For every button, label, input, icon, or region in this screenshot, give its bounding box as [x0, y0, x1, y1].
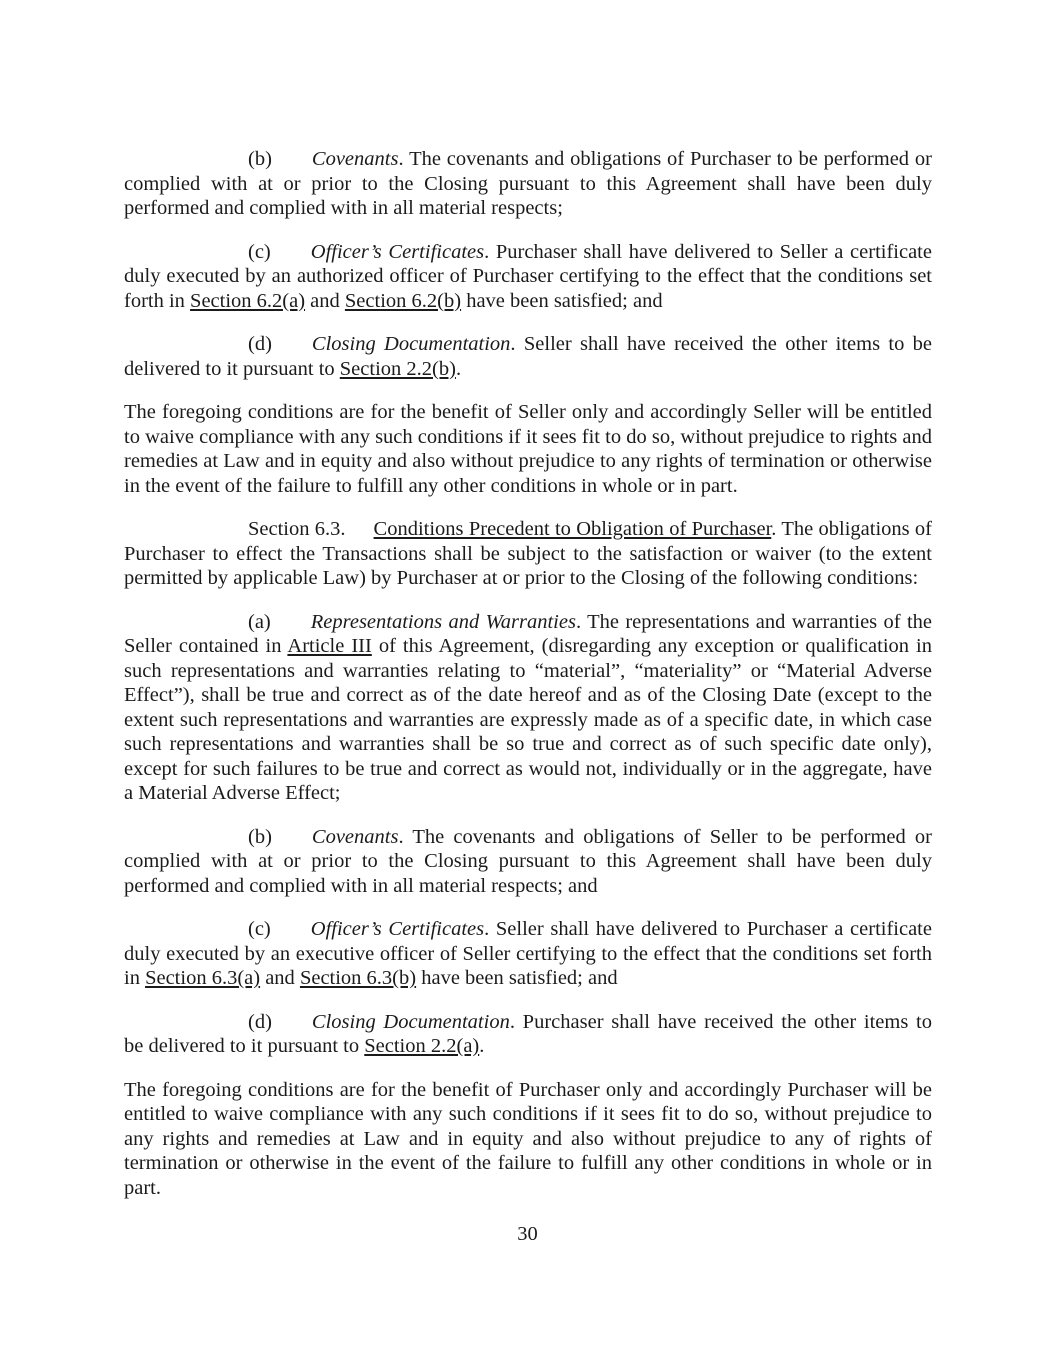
text-run: (c): [248, 918, 271, 940]
clause-title: Covenants: [311, 825, 399, 848]
text-run: (d): [248, 1010, 272, 1033]
text-run: . Purchaser shall have received the other items to be delivered to it pursuant to: [124, 1010, 933, 1057]
section-reference: Section 2.2(a): [364, 1035, 480, 1057]
clause-title: Officer’s Certificates: [310, 918, 485, 940]
tab-spacer: [346, 534, 374, 535]
text-run: and: [305, 289, 345, 312]
paragraph: [124, 147, 932, 221]
section-reference: Section 6.2(b): [344, 289, 462, 312]
paragraph: [124, 240, 932, 314]
paragraph: [124, 400, 932, 498]
text-run: (b): [248, 825, 272, 848]
paragraph: [124, 517, 932, 591]
text-run: . The covenants and obligations of Seller to be performed or complied with at or prior to the Closing pursuant to this Agreement shall have been duly performed and complied with in all material respects; and: [124, 825, 932, 897]
section-reference: Section 6.2(a): [190, 289, 306, 312]
text-run: (d): [248, 333, 272, 355]
text-run: . Purchaser shall have delivered to Seller a certificate duly executed by an authorized officer of Purchaser certifying to the effect that the conditions set forth in: [124, 240, 932, 312]
tab-spacer: [271, 934, 311, 935]
text-run: have been satisfied; and: [461, 289, 663, 312]
text-run: The foregoing conditions are for the benefit of Seller only and accordingly Seller will be entitled to waive compliance with any such conditions if it sees fit to do so, without prejudice to rights and remedies at Law and in equity and also without prejudice to any rights of termination or otherwise in the event of the failure to fulfill any other conditions in whole or in part.: [124, 401, 932, 497]
text-run: have been satisfied; and: [416, 967, 618, 989]
tab-spacer: [272, 1027, 312, 1028]
clause-title: Covenants: [311, 148, 399, 170]
paragraph: [124, 1010, 932, 1059]
section-reference: Section 6.3(b): [299, 967, 417, 989]
clause-title: Representations and Warranties: [310, 610, 576, 633]
clause-title: Officer’s Certificates: [310, 240, 485, 263]
text-run: . Seller shall have delivered to Purchaser a certificate duly executed by an executive officer of Seller certifying to the effect that the conditions set forth in: [124, 918, 932, 989]
text-run: . The obligations of Purchaser to effect the Transactions shall be subject to the satisfaction or waiver (to the extent permitted by applicable Law) by Purchaser at or prior to the Closing of the following conditions:: [124, 518, 932, 589]
clause-title: Closing Documentation: [311, 1010, 510, 1033]
paragraph: [124, 917, 932, 991]
text-run: . The representations and warranties of the Seller contained in: [124, 610, 933, 657]
tab-spacer: [272, 842, 312, 843]
section-reference: Section 6.3(a): [145, 967, 261, 989]
text-run: (a): [248, 610, 271, 633]
paragraph: [124, 332, 932, 381]
text-run: Section 6.3.: [248, 518, 346, 540]
text-run: (b): [248, 148, 272, 170]
paragraph: [124, 1078, 932, 1201]
paragraph: [124, 825, 932, 899]
text-run: .: [455, 357, 462, 380]
tab-spacer: [272, 164, 312, 165]
text-run: (c): [248, 240, 271, 263]
text-run: The foregoing conditions are for the benefit of Purchaser only and accordingly Purchaser will be entitled to waive compliance with any such conditions if it sees fit to do so, without prejudice to any rights and remedies at Law and in equity and also without prejudice to any of rights of termination or otherwise in the event of the failure to fulfill any other conditions in whole or in part.: [124, 1078, 932, 1199]
text-run: . The covenants and obligations of Purchaser to be performed or complied with at or prior to the Closing pursuant to this Agreement shall have been duly performed and complied with in all material respects;: [124, 148, 932, 219]
section-reference: Conditions Precedent to Obligation of Purchaser: [373, 518, 772, 540]
section-reference: Article III: [287, 635, 372, 657]
document-body: [124, 147, 932, 1219]
text-run: and: [260, 967, 300, 989]
text-run: of this Agreement, (disregarding any exception or qualification in such representations and warranties relating to “material”, “materiality” or “Material Adverse Effect”), shall be true and correct as of the date hereof and as of the Closing Date (except to the extent such representations and warranties are expressly made as of a specific date, in which case such representations and warranties shall be so true and correct as of such specific date only), except for such failures to be true and correct as would not, individually or in the aggregate, have a Material Adverse Effect;: [124, 635, 932, 804]
section-reference: Section 2.2(b): [339, 357, 456, 380]
tab-spacer: [271, 257, 311, 258]
tab-spacer: [271, 627, 311, 628]
text-run: . Seller shall have received the other items to be delivered to it pursuant to: [124, 333, 932, 380]
clause-title: Closing Documentation: [311, 333, 511, 355]
paragraph: [124, 610, 932, 806]
tab-spacer: [272, 349, 312, 350]
text-run: .: [479, 1035, 485, 1057]
page-number: 30: [517, 1223, 538, 1245]
